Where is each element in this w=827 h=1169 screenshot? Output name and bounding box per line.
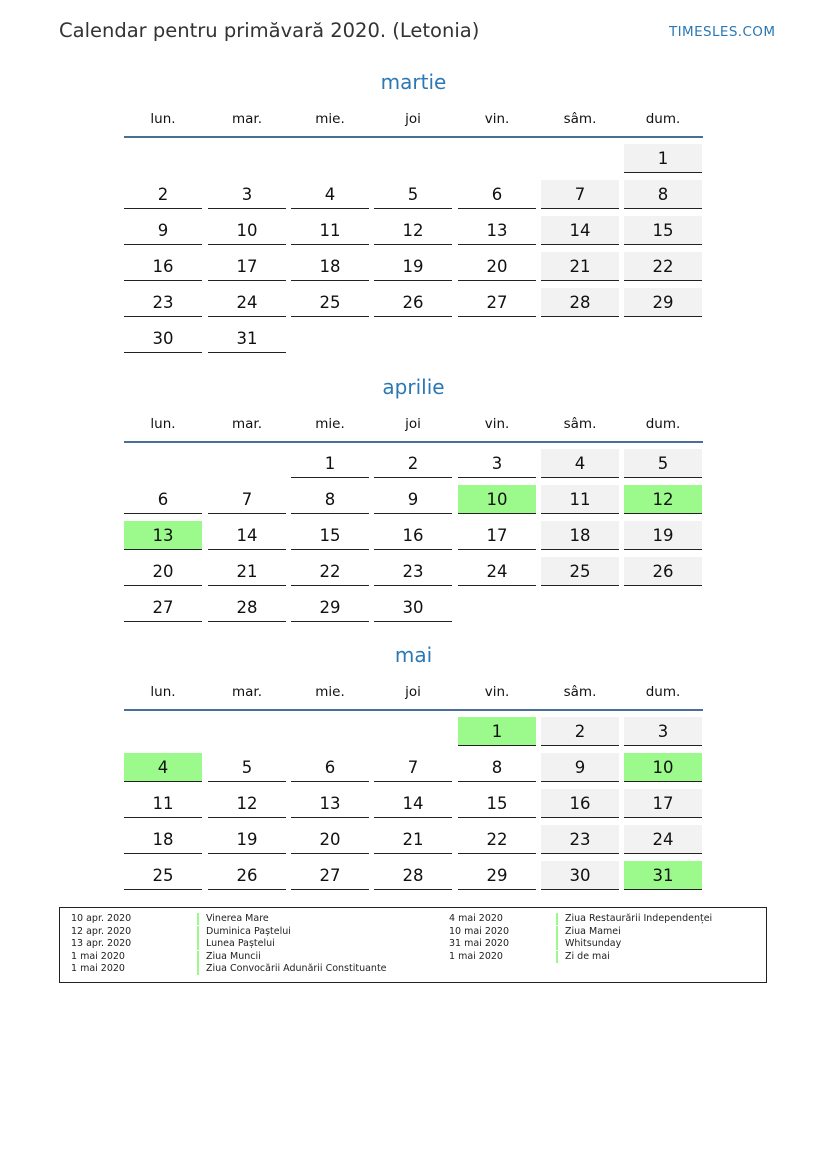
legend-date: 31 mai 2020: [449, 938, 510, 950]
day-cell: 4: [291, 180, 369, 209]
legend-date: 13 apr. 2020: [71, 938, 132, 950]
day-cell: 5: [374, 180, 452, 209]
day-cell: 2: [124, 180, 202, 209]
day-cell: 17: [208, 252, 286, 281]
header-divider: [124, 136, 703, 138]
day-cell: 5: [208, 753, 286, 782]
day-cell: 17: [624, 789, 702, 818]
day-cell: 7: [541, 180, 619, 209]
day-cell: 30: [374, 593, 452, 622]
weekday-header: mar.: [231, 416, 263, 432]
day-cell: 25: [291, 288, 369, 317]
legend-holiday-name: Lunea Paștelui: [197, 938, 275, 950]
weekday-header: dum.: [645, 111, 681, 127]
day-cell: 7: [208, 485, 286, 514]
day-cell: 29: [458, 861, 536, 890]
day-cell: 3: [208, 180, 286, 209]
day-cell: 7: [374, 753, 452, 782]
day-cell: 15: [458, 789, 536, 818]
legend-date: 1 mai 2020: [449, 950, 503, 962]
month-title: aprilie: [382, 375, 445, 399]
legend-date: 1 mai 2020: [71, 950, 125, 962]
day-cell: 27: [291, 861, 369, 890]
day-cell: 14: [541, 216, 619, 245]
day-cell: 6: [458, 180, 536, 209]
day-cell: 15: [624, 216, 702, 245]
legend-date: 1 mai 2020: [71, 963, 125, 975]
holiday-day-cell: 10: [458, 485, 536, 514]
month-aprilie: [0, 375, 827, 665]
weekday-header: sâm.: [563, 111, 597, 127]
day-cell: 11: [124, 789, 202, 818]
day-cell: 9: [374, 485, 452, 514]
day-cell: 20: [124, 557, 202, 586]
day-cell: 30: [541, 861, 619, 890]
day-cell: 9: [124, 216, 202, 245]
month-mai: [0, 643, 827, 933]
day-cell: 23: [374, 557, 452, 586]
day-cell: 24: [458, 557, 536, 586]
day-cell: 4: [541, 449, 619, 478]
day-cell: 27: [124, 593, 202, 622]
day-cell: 26: [374, 288, 452, 317]
day-cell: 9: [541, 753, 619, 782]
day-cell: 17: [458, 521, 536, 550]
day-cell: 24: [624, 825, 702, 854]
holiday-day-cell: 1: [458, 717, 536, 746]
legend-date: 12 apr. 2020: [71, 925, 132, 937]
day-cell: 11: [291, 216, 369, 245]
day-cell: 23: [541, 825, 619, 854]
day-cell: 6: [291, 753, 369, 782]
day-cell: 28: [541, 288, 619, 317]
day-cell: 11: [541, 485, 619, 514]
legend-holiday-name: Whitsunday: [556, 938, 621, 950]
day-cell: 8: [291, 485, 369, 514]
weekday-header: vin.: [484, 416, 510, 432]
holiday-day-cell: 13: [124, 521, 202, 550]
header-divider: [124, 441, 703, 443]
weekday-header: mar.: [231, 111, 263, 127]
day-cell: 30: [124, 324, 202, 353]
day-cell: 16: [541, 789, 619, 818]
legend-date: 10 apr. 2020: [71, 913, 132, 924]
weekday-header: vin.: [484, 111, 510, 127]
day-cell: 18: [541, 521, 619, 550]
day-cell: 8: [624, 180, 702, 209]
day-cell: 28: [208, 593, 286, 622]
day-cell: 18: [291, 252, 369, 281]
weekday-header: mar.: [231, 684, 263, 700]
day-cell: 18: [124, 825, 202, 854]
day-cell: 13: [291, 789, 369, 818]
day-cell: 29: [291, 593, 369, 622]
holiday-day-cell: 12: [624, 485, 702, 514]
holiday-legend: [59, 907, 767, 983]
day-cell: 12: [208, 789, 286, 818]
legend-holiday-name: Ziua Restaurării Independenței: [556, 913, 712, 925]
day-cell: 2: [541, 717, 619, 746]
day-cell: 25: [541, 557, 619, 586]
weekday-header: mie.: [315, 684, 345, 700]
day-cell: 2: [374, 449, 452, 478]
day-cell: 14: [208, 521, 286, 550]
month-martie: [0, 70, 827, 360]
month-title: martie: [380, 70, 447, 94]
weekday-header: mie.: [315, 111, 345, 127]
weekday-header: mie.: [315, 416, 345, 432]
day-cell: 8: [458, 753, 536, 782]
day-cell: 24: [208, 288, 286, 317]
legend-holiday-name: Ziua Muncii: [197, 951, 261, 963]
weekday-header: vin.: [484, 684, 510, 700]
day-cell: 19: [374, 252, 452, 281]
weekday-header: lun.: [150, 416, 176, 432]
holiday-day-cell: 4: [124, 753, 202, 782]
weekday-header: joi: [405, 684, 421, 700]
weekday-header: lun.: [150, 111, 176, 127]
day-cell: 26: [208, 861, 286, 890]
day-cell: 1: [624, 144, 702, 173]
day-cell: 20: [291, 825, 369, 854]
legend-date: 4 mai 2020: [449, 913, 503, 924]
day-cell: 23: [124, 288, 202, 317]
day-cell: 26: [624, 557, 702, 586]
site-link[interactable]: TIMESLES.COM: [669, 24, 776, 40]
day-cell: 6: [124, 485, 202, 514]
weekday-header: lun.: [150, 684, 176, 700]
day-cell: 12: [374, 216, 452, 245]
page-title: Calendar pentru primăvară 2020. (Letonia): [59, 19, 480, 42]
day-cell: 22: [458, 825, 536, 854]
day-cell: 10: [208, 216, 286, 245]
day-cell: 21: [208, 557, 286, 586]
day-cell: 31: [208, 324, 286, 353]
weekday-header: dum.: [645, 416, 681, 432]
day-cell: 20: [458, 252, 536, 281]
day-cell: 25: [124, 861, 202, 890]
legend-date: 10 mai 2020: [449, 925, 510, 937]
day-cell: 19: [624, 521, 702, 550]
day-cell: 27: [458, 288, 536, 317]
legend-holiday-name: Ziua Convocării Adunării Constituante: [197, 963, 387, 975]
day-cell: 22: [624, 252, 702, 281]
weekday-header: joi: [405, 111, 421, 127]
day-cell: 19: [208, 825, 286, 854]
day-cell: 29: [624, 288, 702, 317]
holiday-day-cell: 31: [624, 861, 702, 890]
legend-holiday-name: Duminica Paștelui: [197, 926, 291, 938]
day-cell: 22: [291, 557, 369, 586]
header-divider: [124, 709, 703, 711]
month-title: mai: [394, 643, 433, 667]
day-cell: 16: [124, 252, 202, 281]
weekday-header: joi: [405, 416, 421, 432]
day-cell: 3: [624, 717, 702, 746]
day-cell: 3: [458, 449, 536, 478]
day-cell: 16: [374, 521, 452, 550]
day-cell: 15: [291, 521, 369, 550]
holiday-day-cell: 10: [624, 753, 702, 782]
day-cell: 21: [541, 252, 619, 281]
day-cell: 14: [374, 789, 452, 818]
legend-holiday-name: Vinerea Mare: [197, 913, 269, 925]
day-cell: 13: [458, 216, 536, 245]
weekday-header: sâm.: [563, 416, 597, 432]
weekday-header: dum.: [645, 684, 681, 700]
day-cell: 21: [374, 825, 452, 854]
legend-holiday-name: Ziua Mamei: [556, 926, 621, 938]
day-cell: 28: [374, 861, 452, 890]
weekday-header: sâm.: [563, 684, 597, 700]
day-cell: 5: [624, 449, 702, 478]
legend-holiday-name: Zi de mai: [556, 951, 610, 963]
day-cell: 1: [291, 449, 369, 478]
